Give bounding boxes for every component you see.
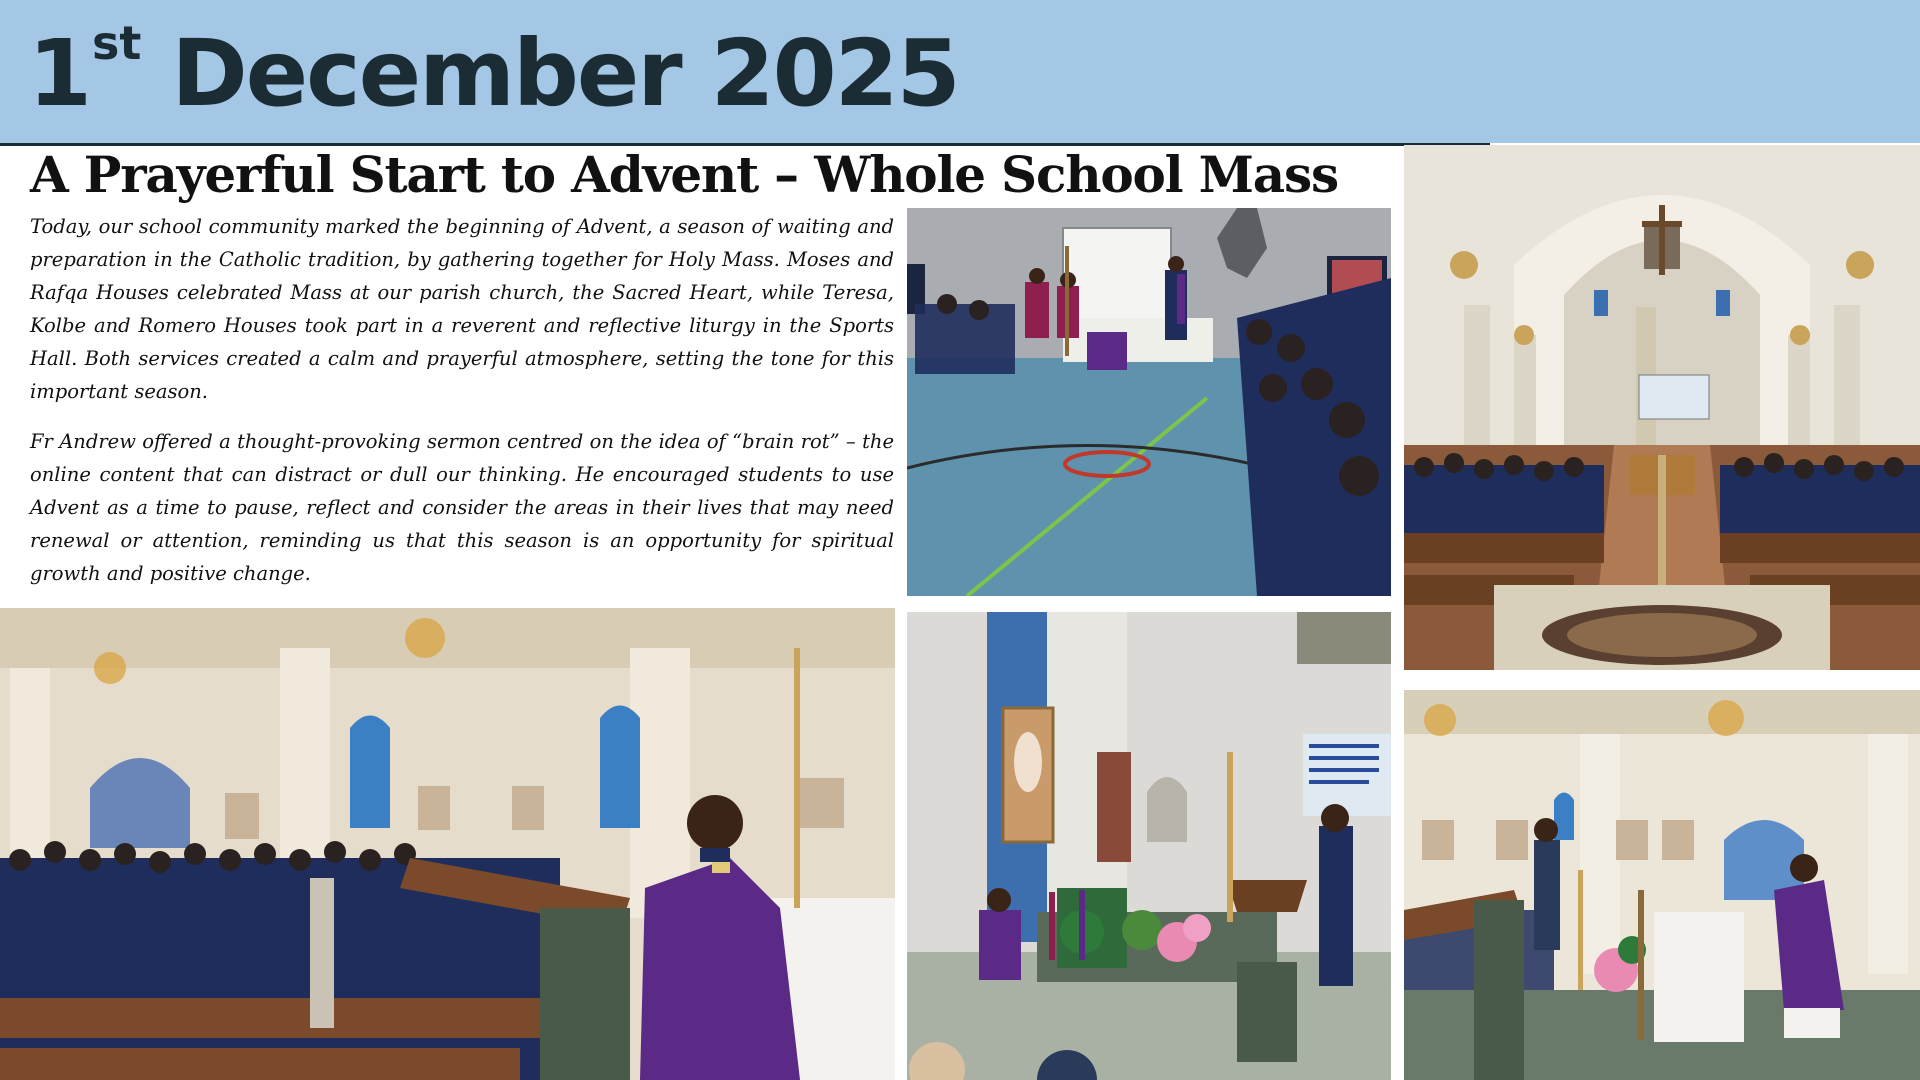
photo-student-reading (907, 612, 1391, 1080)
sports-hall-illustration (907, 208, 1391, 596)
photo-sports-hall-mass (907, 208, 1391, 596)
altar-lectern-illustration (1404, 690, 1920, 1080)
date-month-year: December 2025 (171, 20, 959, 127)
date-heading (28, 14, 959, 134)
date-number: 1 (28, 20, 91, 127)
priest-lectern-illustration (0, 608, 895, 1080)
article-title: A Prayerful Start to Advent – Whole School Mass (30, 145, 1338, 204)
photo-altar-with-priest (1404, 690, 1920, 1080)
date-suffix: st (92, 16, 142, 70)
photo-sacred-heart-nave (1404, 145, 1920, 670)
article-paragraph-1: Today, our school community marked the beginning of Advent, a season of waiting and preparation in the Catholic tradition, by gathering together for Holy Mass. Moses and Rafqa Houses celebrated Mass at our parish church, the Sacred Heart, while Teresa, Kolbe and Romero Houses took part in a reverent and reflective liturgy in the Sports Hall. Both services created a calm and prayerful atmosphere, setting the tone for this important season. (30, 215, 894, 403)
photo-priest-preaching (0, 608, 895, 1080)
article-paragraph-2: Fr Andrew offered a thought-provoking sermon centred on the idea of “brain rot” – the online content that can distract or dull our thinking. He encouraged students to use Advent as a time to pause, reflect and consider the areas in their lives that may need renewal or attention, reminding us that this season is an opportunity for spiritual growth and positive change. (30, 430, 894, 585)
sanctuary-reader-illustration (907, 612, 1391, 1080)
church-nave-illustration (1404, 145, 1920, 670)
